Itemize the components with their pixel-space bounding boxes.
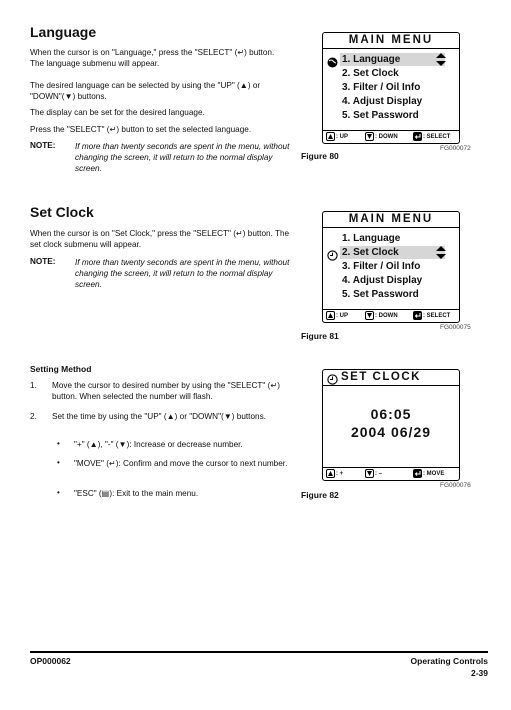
figure-81-label: Figure 81 [301, 331, 339, 341]
clock-date: 2004 06/29 [350, 424, 432, 440]
clock-icon [327, 248, 338, 266]
step-2-text: Set the time by using the "UP" (▲) or "DOWN"(▼) buttons. [52, 412, 266, 421]
up-key-icon [326, 132, 335, 141]
down-key-icon [365, 469, 374, 478]
screen-title: MAIN MENU [323, 212, 459, 228]
menu-item-set-password: 5. Set Password [342, 110, 419, 121]
setting-method-heading: Setting Method [30, 364, 92, 374]
screen-title: SET CLOCK [323, 370, 459, 386]
clock-time: 06:05 [370, 406, 412, 422]
figure-80-label: Figure 80 [301, 151, 339, 161]
menu-item-adjust-display: 4. Adjust Display [342, 275, 423, 286]
figure-82-label: Figure 82 [301, 490, 339, 500]
footer-section-title: Operating Controls [410, 656, 488, 666]
down-key-icon [365, 132, 374, 141]
set-clock-para-1: When the cursor is on "Set Clock," press the "SELECT" (↵) button. The set clock submenu will appear. [30, 229, 290, 249]
fg-code-76: FG000076 [440, 482, 471, 489]
set-clock-heading: Set Clock [30, 204, 94, 220]
bullet-1-marker: • [57, 439, 60, 448]
move-key-label: : MOVE [423, 470, 445, 477]
down-key-label: : DOWN [375, 133, 398, 140]
screen-title: MAIN MENU [323, 33, 459, 49]
language-globe-icon [327, 55, 338, 73]
up-key-icon [326, 469, 335, 478]
screen-button-bar [323, 130, 459, 143]
step-2-number: 2. [30, 412, 37, 421]
fg-code-75: FG000075 [440, 324, 471, 331]
clock-icon [327, 372, 338, 390]
language-note-label: NOTE: [30, 141, 56, 150]
menu-item-set-clock: 2. Set Clock [342, 68, 399, 79]
up-key-label: : UP [336, 133, 348, 140]
main-menu-screen-set-clock [322, 211, 460, 323]
bullet-3-marker: • [57, 488, 60, 497]
language-note-text: If more than twenty seconds are spent in the menu, without changing the screen, it will return to the normal display screen. [75, 142, 290, 173]
menu-item-adjust-display: 4. Adjust Display [342, 96, 423, 107]
screen-button-bar [323, 309, 459, 322]
menu-item-language: 1. Language [340, 53, 445, 66]
down-key-icon [365, 311, 374, 320]
up-key-icon [326, 311, 335, 320]
scroll-updown-icon [436, 53, 446, 65]
step-1-text: Move the cursor to desired number by using the "SELECT" (↵) button. When selected the number will flash. [52, 381, 280, 401]
screen-button-bar [323, 467, 459, 480]
set-clock-note-text: If more than twenty seconds are spent in the menu, without changing the screen, it will return to the normal display screen. [75, 258, 290, 289]
select-key-icon [413, 311, 422, 320]
set-clock-note-label: NOTE: [30, 257, 56, 266]
language-para-3: The display can be set for the desired language. [30, 108, 205, 117]
move-key-icon [413, 469, 422, 478]
step-1-number: 1. [30, 381, 37, 390]
language-para-4: Press the "SELECT" (↵) button to set the selected language. [30, 125, 252, 134]
scroll-updown-icon [436, 246, 446, 258]
set-clock-screen [322, 369, 460, 481]
bullet-2-marker: • [57, 458, 60, 467]
footer-doc-code: OP000062 [30, 656, 71, 666]
main-menu-screen-language [322, 32, 460, 144]
plus-key-label: : + [336, 470, 344, 477]
select-key-icon [413, 132, 422, 141]
minus-key-label: : – [375, 470, 383, 477]
up-key-label: : UP [336, 312, 348, 319]
language-para-1: When the cursor is on "Language," press the "SELECT" (↵) button. The language submenu will appear. [30, 48, 275, 68]
language-heading: Language [30, 24, 97, 40]
fg-code-72: FG000072 [440, 145, 471, 152]
menu-item-language: 1. Language [342, 233, 401, 244]
bullet-1-text: "+" (▲), "-" (▼): Increase or decrease number. [74, 440, 243, 449]
menu-item-filter-oil: 3. Filter / Oil Info [342, 82, 421, 93]
footer-page-number: 2-39 [470, 668, 488, 678]
bullet-3-text: "ESC" (▤): Exit to the main menu. [74, 489, 199, 498]
select-key-label: : SELECT [423, 312, 451, 319]
down-key-label: : DOWN [375, 312, 398, 319]
menu-item-set-password: 5. Set Password [342, 289, 419, 300]
language-para-2: The desired language can be selected by using the "UP" (▲) or "DOWN"(▼) buttons. [30, 81, 261, 101]
menu-item-set-clock: 2. Set Clock [340, 246, 445, 259]
bullet-2-text: "MOVE" (↵): Confirm and move the cursor to next number. [74, 459, 288, 468]
select-key-label: : SELECT [423, 133, 451, 140]
menu-item-filter-oil: 3. Filter / Oil Info [342, 261, 421, 272]
footer-rule [30, 651, 488, 653]
